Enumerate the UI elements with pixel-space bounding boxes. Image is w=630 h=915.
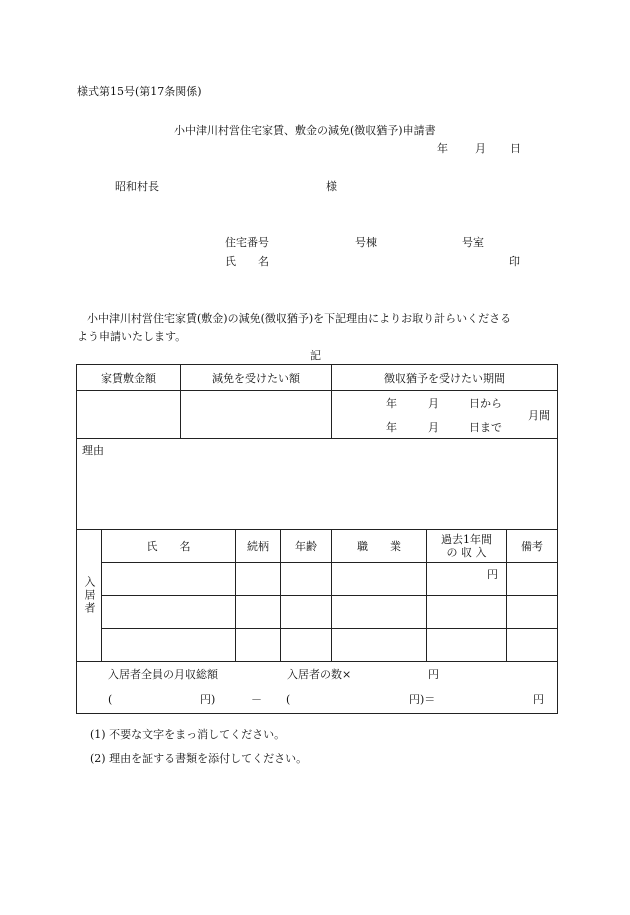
remarks-header: 備考 — [507, 530, 558, 563]
count-yen-unit: 円 — [428, 668, 439, 681]
remarks-cell[interactable] — [507, 629, 558, 662]
resident-name-header: 氏 名 — [102, 530, 236, 563]
applicant-name-label: 氏 名 — [225, 255, 269, 268]
resident-label: 入居者 — [83, 576, 96, 615]
deferral-period-header: 徴収猶予を受けたい期間 — [332, 365, 558, 391]
period-to-month: 月 — [428, 421, 440, 434]
income-cell[interactable] — [427, 563, 507, 596]
period-from-year: 年 — [386, 397, 398, 410]
housing-number-label: 住宅番号 — [225, 236, 269, 249]
formula-result-yen: 円 — [533, 693, 544, 706]
relation-cell[interactable] — [236, 629, 281, 662]
seal-mark: 印 — [509, 255, 520, 268]
yen-unit: 円 — [487, 568, 499, 581]
resident-name-cell[interactable] — [102, 563, 236, 596]
resident-name-cell[interactable] — [102, 629, 236, 662]
income-cell[interactable] — [427, 629, 507, 662]
building-label: 号棟 — [355, 236, 377, 249]
reason-label: 理由 — [82, 444, 104, 457]
occupation-cell[interactable] — [332, 596, 427, 629]
reason-row — [77, 439, 558, 530]
addressee-honorific: 様 — [326, 180, 337, 193]
reason-cell[interactable] — [77, 439, 558, 530]
total-income-label: 入居者全員の月収総額 — [108, 668, 218, 681]
resident-count-label: 入居者の数× — [287, 668, 352, 681]
rent-deposit-header: 家賃敷金額 — [77, 365, 181, 391]
relation-header: 続柄 — [236, 530, 281, 563]
body-text-line2: よう申請いたします。 — [77, 330, 187, 343]
resident-row — [77, 629, 558, 662]
date-day: 日 — [510, 142, 521, 155]
formula-close-yen: 円) — [200, 693, 216, 706]
amount-row — [77, 391, 558, 439]
reduction-amount-cell[interactable] — [181, 391, 332, 439]
application-table — [76, 364, 558, 714]
relation-cell[interactable] — [236, 596, 281, 629]
calculation-row — [77, 662, 558, 714]
resident-name-cell[interactable] — [102, 596, 236, 629]
date-year: 年 — [437, 142, 448, 155]
addressee-name: 昭和村長 — [115, 180, 159, 193]
income-header — [427, 530, 507, 563]
formula-minus: － — [251, 693, 262, 706]
period-from-day: 日から — [469, 397, 503, 410]
formula-open-paren: ( — [108, 693, 113, 706]
income-header-line1: 過去1年間 — [441, 533, 493, 546]
period-to-year: 年 — [386, 421, 398, 434]
ki-label: 記 — [310, 349, 321, 362]
rent-deposit-amount-cell[interactable] — [77, 391, 181, 439]
occupation-cell[interactable] — [332, 629, 427, 662]
remarks-cell[interactable] — [507, 596, 558, 629]
note-2: (2) 理由を証する書類を添付してください。 — [90, 752, 308, 765]
room-label: 号室 — [462, 236, 484, 249]
period-from-month: 月 — [428, 397, 440, 410]
remarks-cell[interactable] — [507, 563, 558, 596]
resident-header-row — [77, 530, 558, 563]
occupation-cell[interactable] — [332, 563, 427, 596]
date-month: 月 — [475, 142, 486, 155]
resident-label-cell — [77, 530, 102, 662]
note-1: (1) 不要な文字をまっ消してください。 — [90, 728, 286, 741]
deferral-period-cell[interactable] — [332, 391, 558, 439]
resident-row — [77, 596, 558, 629]
income-header-line2: の 収 入 — [446, 546, 487, 559]
header-row — [77, 365, 558, 391]
document-title: 小中津川村営住宅家賃、敷金の減免(徴収猶予)申請書 — [174, 124, 436, 137]
relation-cell[interactable] — [236, 563, 281, 596]
age-header: 年齢 — [281, 530, 332, 563]
age-cell[interactable] — [281, 596, 332, 629]
calculation-cell — [77, 662, 558, 714]
reduction-header: 減免を受けたい額 — [181, 365, 332, 391]
formula-close-equals: 円)＝ — [409, 693, 436, 706]
income-cell[interactable] — [427, 596, 507, 629]
form-number: 様式第15号(第17条関係) — [77, 85, 202, 98]
body-text-line1: 小中津川村営住宅家賃(敷金)の減免(徴収猶予)を下記理由によりお取り計らいくださる — [87, 312, 512, 325]
age-cell[interactable] — [281, 629, 332, 662]
period-months: 月間 — [528, 409, 551, 422]
formula-open-paren-2: ( — [286, 693, 291, 706]
age-cell[interactable] — [281, 563, 332, 596]
period-to-day: 日まで — [469, 421, 503, 434]
resident-row — [77, 563, 558, 596]
occupation-header: 職 業 — [332, 530, 427, 563]
